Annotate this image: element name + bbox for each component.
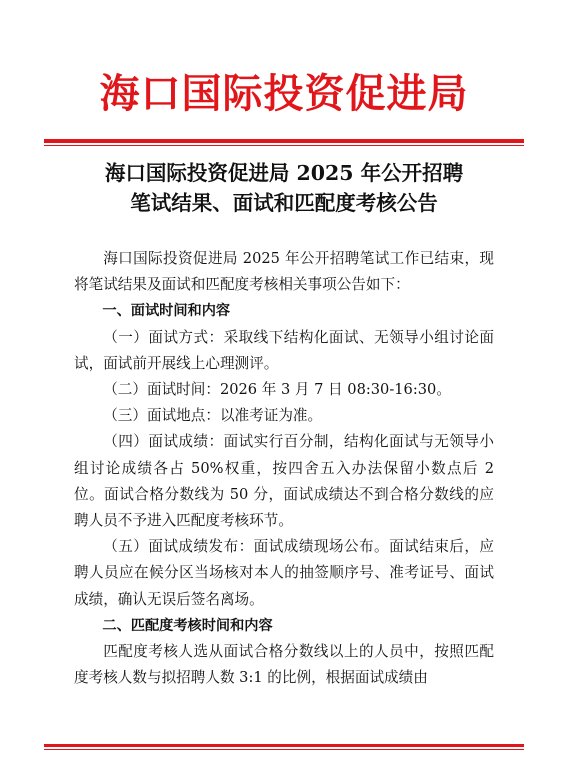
footer-divider-thin — [44, 749, 524, 750]
section-2-paragraph: 匹配度考核人选从面试合格分数线以上的人员中，按照匹配度考核人数与拟招聘人数 3:1 的比例，根据面试成绩由 — [74, 643, 494, 687]
item-label: （五）面试成绩发布： — [103, 538, 254, 556]
item-text: 以准考证为准。 — [219, 407, 323, 425]
section-1-item-1 — [74, 325, 494, 377]
item-text: 采取线下结构化面试、无领导小组讨论面试，面试前开展线上心理测评。 — [74, 328, 494, 372]
section-1-item-2 — [74, 377, 494, 403]
item-label: （二）面试时间： — [103, 381, 220, 399]
item-text: 面试成绩现场公布。面试结束后，应聘人员应在候分区当场核对本人的抽签顺序号、准考证号、面试成绩，确认无误后签名离场。 — [74, 538, 494, 608]
document-title-line-2: 笔试结果、面试和匹配度考核公告 — [130, 191, 438, 215]
item-text: 面试实行百分制，结构化面试与无领导小组讨论成绩各占 50%权重，按四舍五入办法保留小数点后 2 位。面试合格分数线为 50 分，面试成绩达不到合格分数线的应聘人员不予进入匹配度考核环节。 — [74, 433, 494, 530]
document-body — [74, 246, 494, 691]
letterhead-divider-thin — [44, 145, 524, 146]
section-heading-1: 一、面试时间和内容 — [102, 303, 231, 320]
document-title-line-1: 海口国际投资促进局 2025 年公开招聘 — [104, 161, 464, 185]
section-1-item-5 — [74, 534, 494, 613]
footer-divider-thick — [44, 744, 524, 747]
intro-paragraph: 海口国际投资促进局 2025 年公开招聘笔试工作已结束，现将笔试结果及面试和匹配度考核相关事项公告如下： — [74, 250, 494, 294]
section-1-item-3 — [74, 403, 494, 429]
document-title — [0, 158, 568, 218]
item-label: （一）面试方式： — [103, 328, 224, 346]
letterhead-divider-thick — [44, 139, 524, 143]
item-label: （四）面试成绩： — [103, 433, 224, 451]
item-text: 2026 年 3 月 7 日 08:30-16:30。 — [219, 381, 451, 399]
section-heading-2: 二、匹配度考核时间和内容 — [102, 617, 273, 634]
item-label: （三）面试地点： — [103, 407, 220, 425]
section-1-item-4 — [74, 429, 494, 534]
letterhead-org-name: 海口国际投资促进局 — [99, 70, 469, 117]
